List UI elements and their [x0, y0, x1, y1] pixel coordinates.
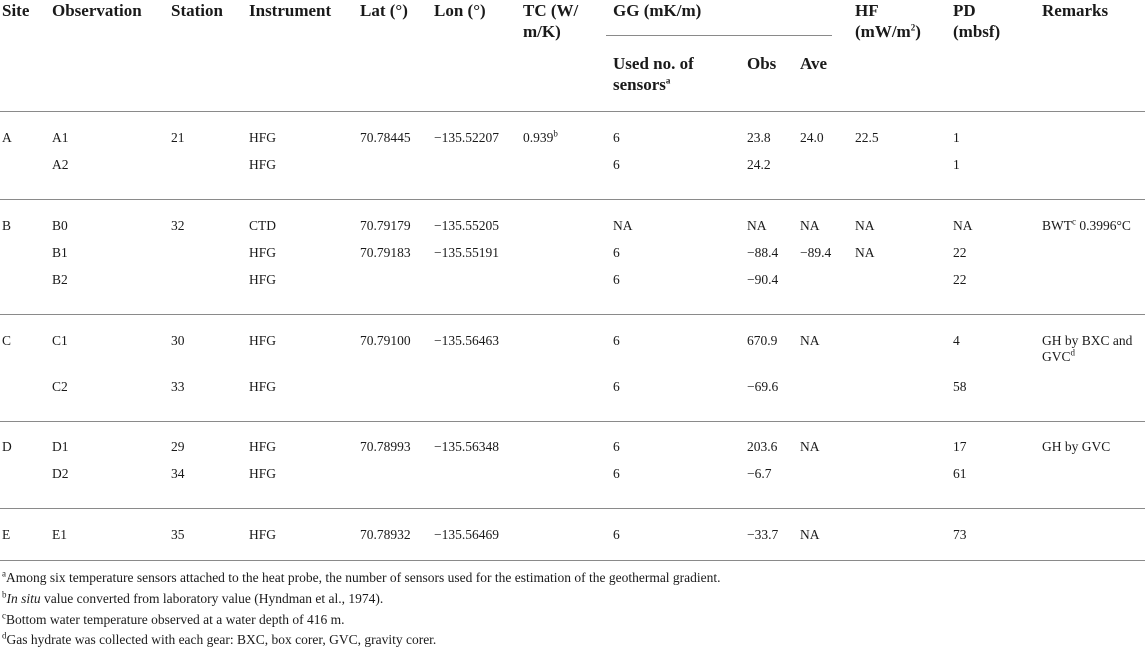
cell-instrument: HFG [249, 379, 277, 394]
cell-observation: B0 [52, 218, 68, 233]
header-pd-line2: (mbsf) [953, 22, 1001, 41]
cell-station: 32 [171, 218, 185, 233]
cell-pd: 1 [953, 130, 960, 145]
cell-station: 21 [171, 130, 185, 145]
cell-lon: −135.55205 [434, 218, 499, 233]
cell-instrument: HFG [249, 466, 277, 481]
footnote-b-mark: b [2, 589, 7, 600]
header-instrument: Instrument [249, 1, 332, 20]
cell-instrument: HFG [249, 439, 277, 454]
cell-gg-obs: −90.4 [747, 272, 779, 287]
cell-used-sensors: 6 [613, 157, 620, 172]
cell-site: C [2, 333, 12, 348]
cell-instrument: HFG [249, 527, 277, 542]
header-gg-used-line1: Used no. of [613, 54, 694, 73]
cell-pd: 73 [953, 527, 967, 542]
footnote-c-text: Bottom water temperature observed at a water depth of 416 m. [6, 612, 345, 627]
cell-lat: 70.78445 [360, 130, 411, 145]
cell-used-sensors: 6 [613, 379, 620, 394]
cell-used-sensors: NA [613, 218, 633, 233]
header-hf-close: ) [915, 22, 921, 41]
cell-site: E [2, 527, 11, 542]
footnote-a [2, 570, 721, 586]
header-bottom-rule [0, 111, 1145, 112]
cell-observation: A1 [52, 130, 69, 145]
header-tc [523, 0, 578, 42]
cell-observation: B1 [52, 245, 68, 260]
table-bottom-rule [0, 560, 1145, 561]
cell-tc [523, 130, 558, 146]
cell-observation: C2 [52, 379, 68, 394]
cell-remarks-line1: GH by BXC and [1042, 333, 1133, 348]
cell-observation: E1 [52, 527, 67, 542]
cell-pd: 22 [953, 272, 967, 287]
cell-lon: −135.56348 [434, 439, 499, 454]
footnote-d-mark: d [2, 630, 7, 641]
header-gg-used-line2: sensors [613, 75, 666, 94]
footnote-d-text: Gas hydrate was collected with each gear: BXC, box corer, GVC, gravity corer. [6, 632, 437, 647]
cell-lon: −135.55191 [434, 245, 499, 260]
cell-station: 35 [171, 527, 185, 542]
cell-remarks-text: BWT [1042, 218, 1072, 233]
cell-lon: −135.56469 [434, 527, 499, 542]
cell-observation: A2 [52, 157, 69, 172]
header-site: Site [2, 1, 30, 20]
cell-pd: 22 [953, 245, 967, 260]
cell-pd: 1 [953, 157, 960, 172]
cell-gg-obs: −69.6 [747, 379, 779, 394]
footnote-a-text: Among six temperature sensors attached to the heat probe, the number of sensors used for the estimation of the geothermal gradient. [6, 570, 721, 585]
cell-lat: 70.78932 [360, 527, 411, 542]
cell-used-sensors: 6 [613, 130, 620, 145]
header-gg-obs: Obs [747, 54, 777, 73]
footnote-mark-d: d [1070, 347, 1076, 358]
cell-site: D [2, 439, 12, 454]
cell-lat: 70.79100 [360, 333, 411, 348]
cell-remarks: GH by GVC [1042, 439, 1111, 454]
cell-remarks-line2: GVC [1042, 349, 1071, 364]
cell-pd: 17 [953, 439, 967, 454]
cell-remarks-tail: 0.3996°C [1076, 218, 1131, 233]
cell-hf: 22.5 [855, 130, 879, 145]
cell-lon: −135.52207 [434, 130, 499, 145]
cell-pd: 61 [953, 466, 967, 481]
cell-lat: 70.79179 [360, 218, 411, 233]
cell-gg-obs: 670.9 [747, 333, 778, 348]
cell-used-sensors: 6 [613, 245, 620, 260]
cell-observation: D2 [52, 466, 69, 481]
group-divider [0, 421, 1145, 422]
header-hf-line1: HF [855, 1, 879, 20]
footnote-c-mark: c [2, 610, 6, 621]
footnote-d [2, 632, 436, 648]
cell-lon: −135.56463 [434, 333, 499, 348]
header-tc-line2: m/K) [523, 22, 561, 41]
cell-site: B [2, 218, 12, 233]
cell-instrument: HFG [249, 245, 277, 260]
header-lat: Lat (°) [360, 1, 408, 20]
cell-gg-obs: −88.4 [747, 245, 779, 260]
cell-instrument: HFG [249, 157, 277, 172]
cell-gg-ave: NA [800, 333, 820, 348]
cell-site: A [2, 130, 12, 145]
header-observation: Observation [52, 1, 142, 20]
cell-station: 33 [171, 379, 185, 394]
cell-used-sensors: 6 [613, 333, 620, 348]
cell-gg-ave: NA [800, 439, 820, 454]
cell-gg-obs: −33.7 [747, 527, 779, 542]
cell-remarks [1042, 218, 1131, 234]
header-gg-used [613, 53, 694, 95]
cell-observation: D1 [52, 439, 69, 454]
cell-gg-obs: 23.8 [747, 130, 771, 145]
cell-gg-ave: −89.4 [800, 245, 832, 260]
group-divider [0, 508, 1145, 509]
header-hf [855, 0, 921, 42]
cell-instrument: HFG [249, 272, 277, 287]
header-remarks: Remarks [1042, 1, 1109, 20]
header-lon: Lon (°) [434, 1, 486, 20]
header-gg: GG (mK/m) [613, 1, 702, 20]
cell-instrument: CTD [249, 218, 276, 233]
cell-lat: 70.78993 [360, 439, 411, 454]
footnote-a-mark: a [2, 568, 6, 579]
cell-gg-obs: NA [747, 218, 767, 233]
header-pd [953, 0, 1000, 42]
cell-station: 34 [171, 466, 185, 481]
header-hf-line2: (mW/m [855, 22, 911, 41]
footnote-c [2, 612, 345, 628]
header-gg-ave: Ave [800, 54, 828, 73]
footnote-b-italic: In situ [6, 591, 41, 606]
cell-gg-obs: 203.6 [747, 439, 778, 454]
cell-used-sensors: 6 [613, 272, 620, 287]
cell-observation: B2 [52, 272, 68, 287]
cell-hf: NA [855, 245, 875, 260]
cell-used-sensors: 6 [613, 439, 620, 454]
cell-pd: NA [953, 218, 973, 233]
cell-pd: 4 [953, 333, 960, 348]
cell-used-sensors: 6 [613, 466, 620, 481]
cell-gg-ave: 24.0 [800, 130, 824, 145]
cell-gg-obs: −6.7 [747, 466, 772, 481]
header-station: Station [171, 1, 223, 20]
group-divider [0, 314, 1145, 315]
cell-instrument: HFG [249, 130, 277, 145]
cell-gg-ave: NA [800, 527, 820, 542]
cell-observation: C1 [52, 333, 68, 348]
footnote-mark-a: a [665, 75, 671, 86]
cell-gg-ave: NA [800, 218, 820, 233]
header-tc-line1: TC (W/ [523, 1, 579, 20]
cell-station: 30 [171, 333, 185, 348]
footnote-mark-b: b [553, 128, 558, 139]
footnote-b [2, 591, 383, 607]
cell-station: 29 [171, 439, 185, 454]
header-hf-sup: 2 [910, 22, 916, 33]
group-divider [0, 199, 1145, 200]
cell-remarks [1042, 333, 1132, 365]
gg-subheader-rule [606, 35, 832, 36]
footnote-mark-c: c [1072, 216, 1076, 227]
cell-used-sensors: 6 [613, 527, 620, 542]
cell-instrument: HFG [249, 333, 277, 348]
cell-gg-obs: 24.2 [747, 157, 771, 172]
header-pd-line1: PD [953, 1, 976, 20]
cell-pd: 58 [953, 379, 967, 394]
cell-hf: NA [855, 218, 875, 233]
cell-lat: 70.79183 [360, 245, 411, 260]
cell-tc-value: 0.939 [523, 130, 554, 145]
footnote-b-text: value converted from laboratory value (Hyndman et al., 1974). [40, 591, 384, 606]
